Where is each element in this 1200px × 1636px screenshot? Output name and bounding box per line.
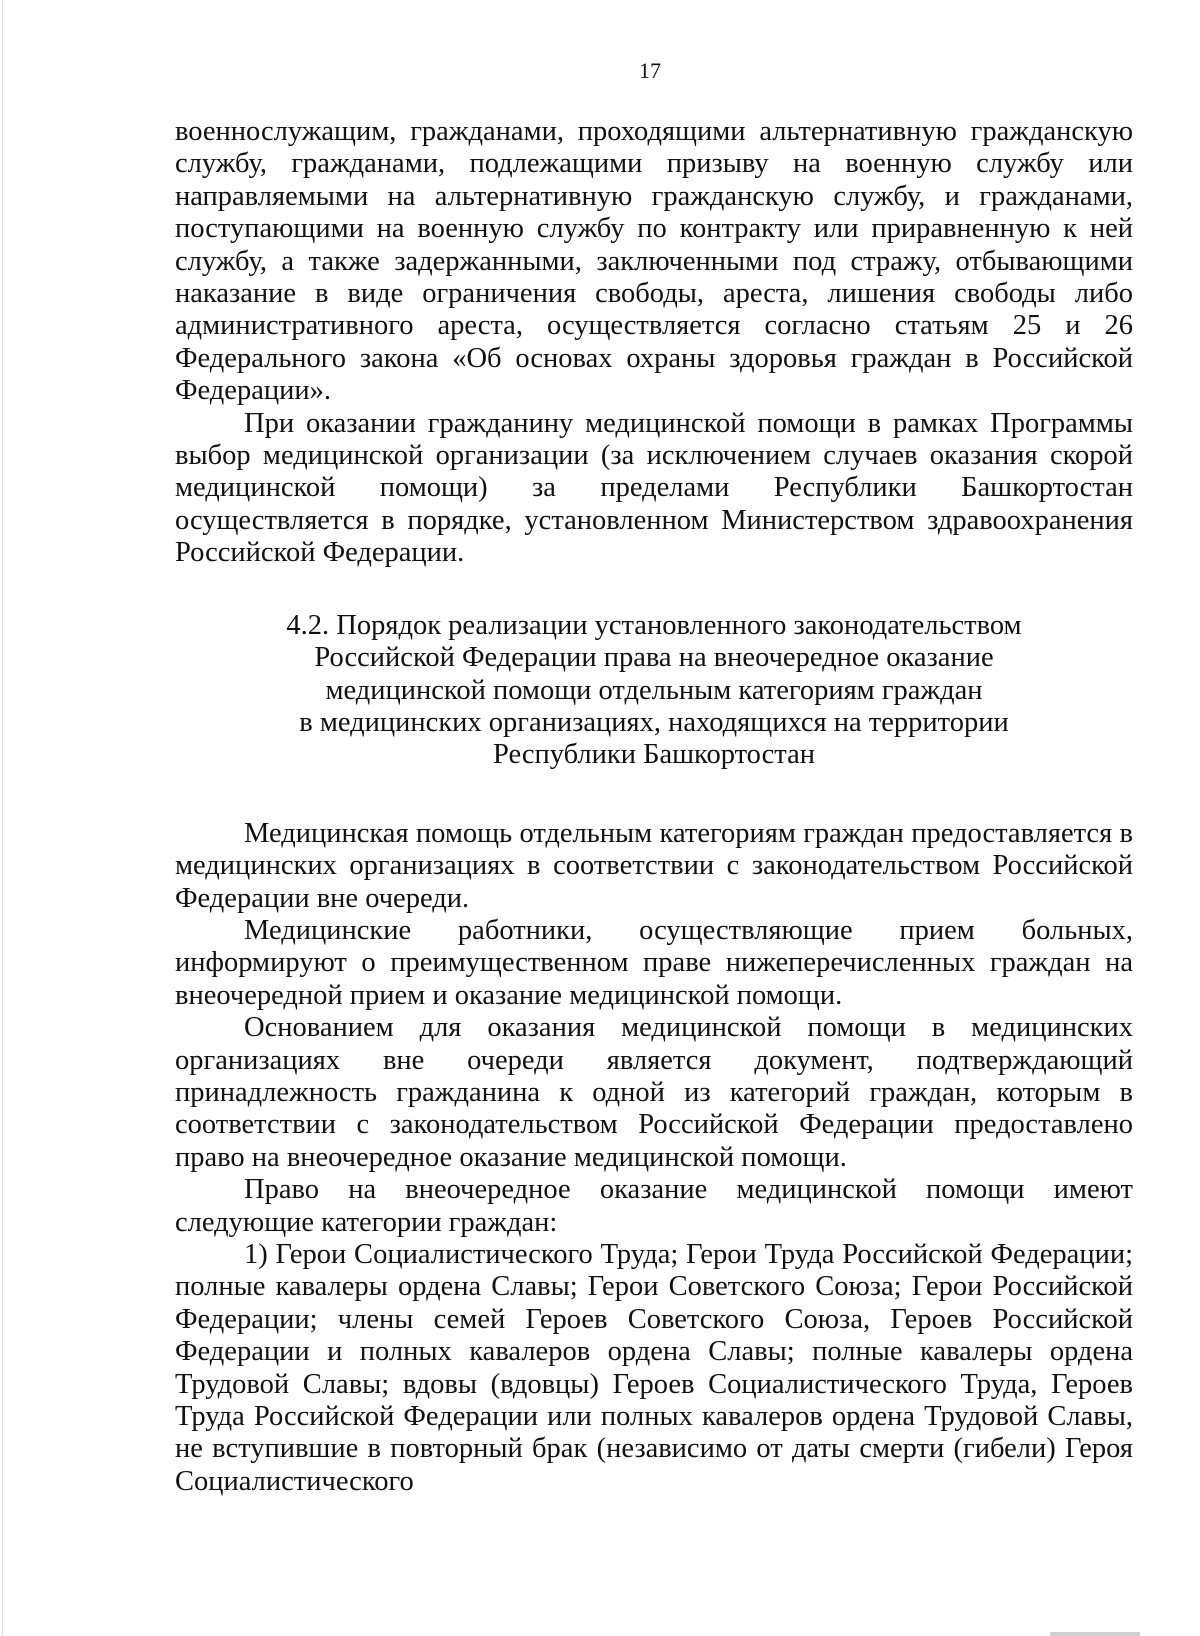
paragraph-bottom-2: Медицинские работники, осуществляющие прием больных, информируют о преимущественном праве нижеперечисленных граждан на внеочередной прием и оказание медицинской помощи. [175,914,1133,1011]
scan-edge [2,0,3,1636]
paragraph-top-2: При оказании гражданину медицинской помощи в рамках Программы выбор медицинской организации (за исключением случаев оказания скорой медицинской помощи) за пределами Республики Башкортостан осуществляется в порядке, установленном Министерством здравоохранения Российской Федерации. [175,407,1133,569]
paragraph-top-1: военнослужащим, гражданами, проходящими альтернативную гражданскую службу, гражданами, подлежащими призыву на военную службу или направляемыми на альтернативную гражданскую службу, и гражданами, поступающими на военную службу по контракту или приравненную к ней службу, а также задержанными, заключенными под стражу, отбывающими наказание в виде ограничения свободы, ареста, лишения свободы либо административного ареста, осуществляется согласно статьям 25 и 26 Федерального закона «Об основах охраны здоровья граждан в Российской Федерации». [175,116,1133,407]
page-number: 17 [639,58,661,83]
section-heading [175,610,1133,772]
paragraph-bottom-3: Основанием для оказания медицинской помощи в медицинских организациях вне очереди является документ, подтверждающий принадлежность гражданина к одной из категорий граждан, которым в соответствии с законодательством Российской Федерации предоставлено право на внеочередное оказание медицинской помощи. [175,1012,1133,1173]
section-heading-line-3: медицинской помощи отдельным категориям граждан [325,674,983,706]
scan-artifact [1050,1632,1140,1636]
section-heading-line-1: 4.2. Порядок реализации установленного законодательством [286,609,1022,641]
list-item-1: 1) Герои Социалистического Труда; Герои Труда Российской Федерации; полные кавалеры ордена Славы; Герои Советского Союза; Герои Российской Федерации; члены семей Героев Советского Союза, Героев Российской Федерации и полных кавалеров ордена Славы; полные кавалеры ордена Трудовой Славы; вдовы (вдовцы) Героев Социалистического Труда, Героев Труда Российской Федерации или полных кавалеров ордена Трудовой Славы, не вступившие в повторный брак (независимо от даты смерти (гибели) Героя Социалистического [175,1239,1133,1497]
section-heading-line-4: в медицинских организациях, находящихся на территории [299,706,1009,738]
paragraph-bottom-4: Право на внеочередное оказание медицинской помощи имеют следующие категории граждан: [175,1174,1133,1238]
document-body [175,116,1133,1498]
section-heading-line-2: Российской Федерации права на внеочередное оказание [314,642,994,674]
section-heading-line-5: Республики Башкортостан [493,739,815,771]
paragraph-bottom-1: Медицинская помощь отдельным категориям граждан предоставляется в медицинских организациях в соответствии с законодательством Российской Федерации вне очереди. [175,817,1133,914]
